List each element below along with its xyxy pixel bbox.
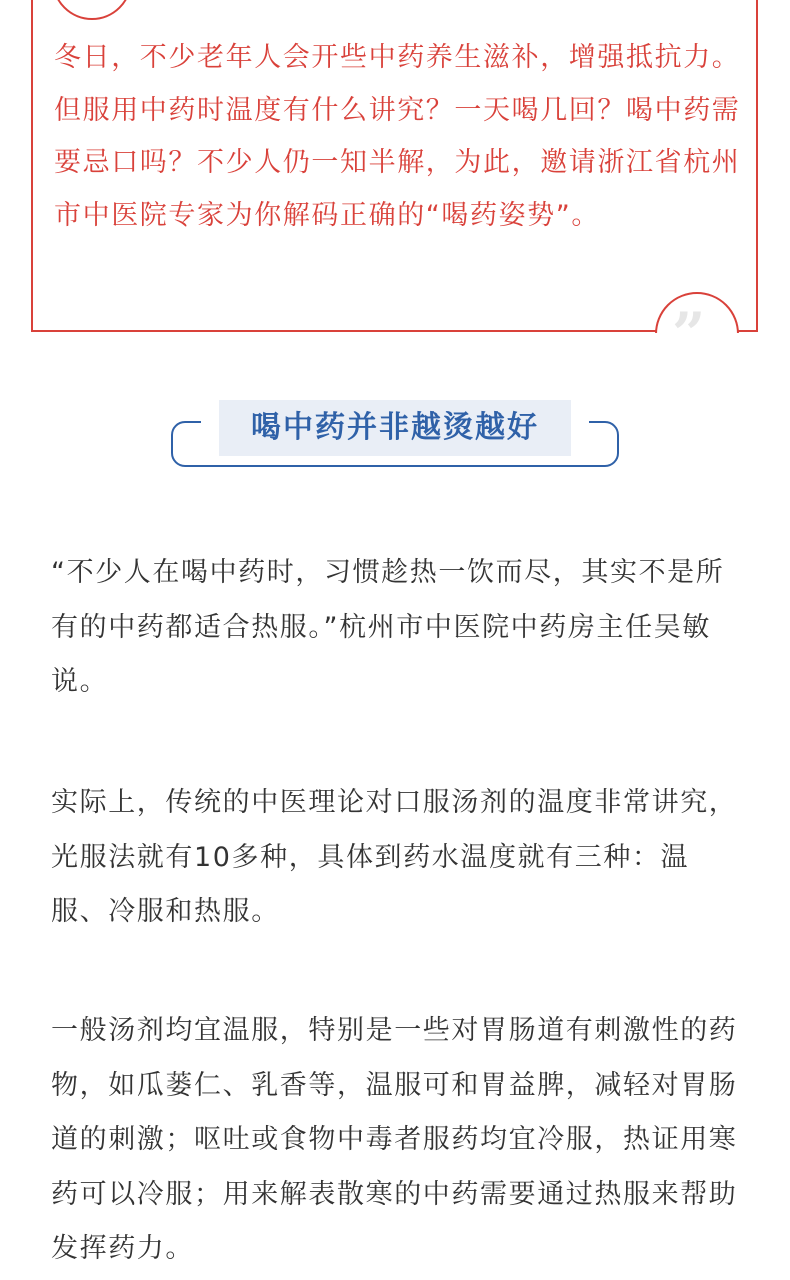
- paragraph-2: 实际上，传统的中医理论对口服汤剂的温度非常讲究，光服法就有10多种，具体到药水温度就有三种：温服、冷服和热服。: [51, 787, 738, 927]
- quote-mark-icon: ”: [672, 300, 706, 368]
- intro-text: 冬日，不少老年人会开些中药养生滋补，增强抵抗力。但服用中药时温度有什么讲究？一天喝几回？喝中药需要忌口吗？不少人仍一知半解，为此，邀请浙江省杭州市中医院专家为你解码正确的“喝药姿势”。: [54, 42, 741, 231]
- paragraph-1: “不少人在喝中药时，习惯趁热一饮而尽，其实不是所有的中药都适合热服。”杭州市中医院中药房主任吴敏说。: [51, 557, 725, 697]
- paragraph-3: 一般汤剂均宜温服，特别是一些对胃肠道有刺激性的药物，如瓜蒌仁、乳香等，温服可和胃益脾，减轻对胃肠道的刺激；呕吐或食物中毒者服药均宜冷服，热证用寒药可以冷服；用来解表散寒的中药需要通过热服来帮助发挥药力。: [51, 1015, 738, 1264]
- section-heading: 喝中药并非越烫越好: [219, 400, 571, 456]
